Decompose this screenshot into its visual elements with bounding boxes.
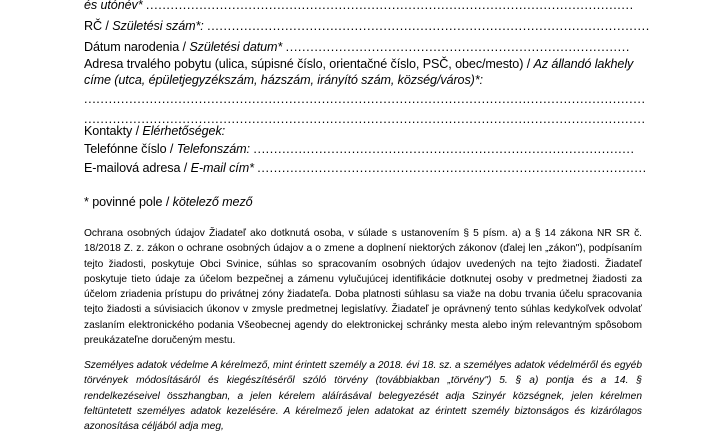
contacts-heading: Kontakty / Elérhetőségek: xyxy=(84,124,226,138)
address-label: Adresa trvalého pobytu (ulica, súpisné číslo, orientačné číslo, PSČ, obec/mesto) xyxy=(84,57,524,71)
name-label-continued: és utónév* xyxy=(84,0,143,12)
phone-label: Telefónne číslo xyxy=(84,142,167,156)
address-fill-line-1 xyxy=(84,91,644,107)
name-field-row xyxy=(84,0,644,13)
address-label-hu-2: címe (utca, épületjegyzékszám, házszám, irányító szám, község/város)*: xyxy=(84,73,483,87)
email-field-row: E-mailová adresa / E-mail cím* ..... xyxy=(84,160,644,176)
required-note-sk: * povinné pole xyxy=(84,195,163,209)
phone-field-row: Telefónne číslo / Telefonszám: ..... xyxy=(84,141,644,157)
dob-field-row: Dátum narodenia / Születési datum* ..... xyxy=(84,39,644,55)
consent-paragraph-hu: Személyes adatok védelme A kérelmező, mint érintett személy a 2018. évi 18. sz. a személyes adatok védelméről és egyéb törvények módosításáról és kiegészítéséről szóló törvény (továbbiakban „törvény") 5. § a) pontja és a 14. § rendelkezéseivel összhangban, a jelen kérelem aláírásával belegyezését adja Szinyér községnek, jelen kérelmen feltüntetett személyes adatok kezelésére. A kérelmező jelen adatokat az érintett személy biztonságos és kizárólagos azonosítása céljából adja meg, xyxy=(84,360,642,433)
email-label: E-mailová adresa xyxy=(84,161,181,175)
contacts-label: Kontakty xyxy=(84,124,133,138)
contacts-label-hu: Elérhetőségek: xyxy=(142,124,226,138)
email-fill-line xyxy=(257,160,647,176)
phone-label-hu: Telefonszám: xyxy=(176,142,250,156)
dob-label: Dátum narodenia xyxy=(84,40,180,54)
consent-paragraph-sk: Ochrana osobných údajov Žiadateľ ako dotknutá osoba, v súlade s ustanovením § 5 písm. a) a § 14 zákona NR SR č. 18/2018 Z. z. zákon o ochrane osobných údajov a o zmene a doplnení niektorých zákonov (ďalej len „zákon"), podpísaním tejto žiadosti, poskytuje Obci Svinice, súhlas so spracovaním osobných údajov uvedených na tejto žiadosti. Žiadateľ poskytuje tieto údaje za účelom bezpečnej a zámenu vylučujúcej identifikácie dotknutej osoby v predmetnej žiadosti za účelom zriadenia prístupu do privátnej zóny žiadateľa. Doba platnosti súhlasu sa viaže na dobu trvania účelu spracovania tejto žiadosti a súvisiacich úkonov v zmysle predmetnej legislatívy. Žiadateľ je oprávnený tento súhlas kedykoľvek odvolať zaslaním elektronického podania Všeobecnej agendy do elektronickej schránky mesta alebo iným relevantným spôsobom preukázateľne doručeným mestu. xyxy=(84,228,642,347)
email-label-hu: E-mail cím* xyxy=(190,161,254,175)
dob-fill-line xyxy=(286,39,631,55)
required-note: * povinné pole / kötelező mező xyxy=(84,195,253,209)
rc-field-row: RČ / Születési szám*: ..... xyxy=(84,18,644,34)
rc-label: RČ xyxy=(84,19,102,33)
name-fill-line xyxy=(146,0,634,13)
phone-fill-line xyxy=(253,141,633,157)
rc-label-hu: Születési szám*: xyxy=(112,19,204,33)
address-label-hu-1: Az állandó lakhely xyxy=(533,57,634,71)
dob-label-hu: Születési datum* xyxy=(189,40,283,54)
required-note-hu: kötelező mező xyxy=(172,195,253,209)
address-field-label: Adresa trvalého pobytu (ulica, súpisné číslo, orientačné číslo, PSČ, obec/mesto) / Az állandó lakhely címe (utca, épületjegyzékszám, házszám, irányító szám, község/város)*: xyxy=(84,57,634,87)
rc-fill-line xyxy=(207,18,649,34)
